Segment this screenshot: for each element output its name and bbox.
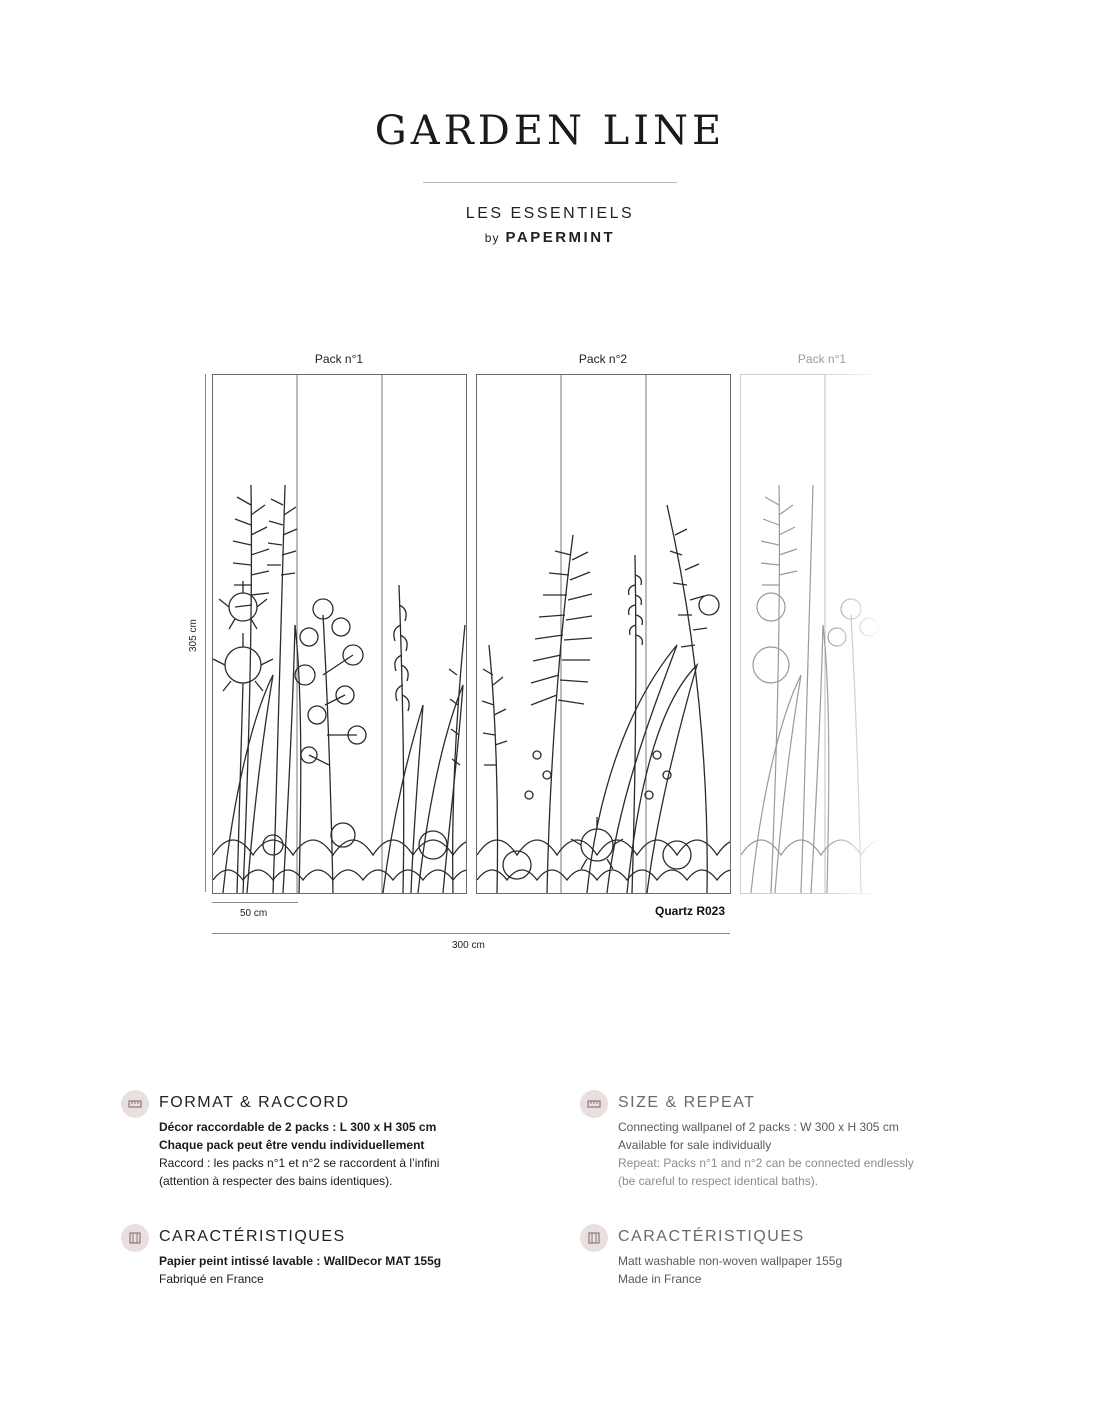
pack-label-1: Pack n°1: [314, 352, 364, 366]
total-width-label: 300 cm: [452, 940, 485, 951]
size-line: (be careful to respect identical baths).: [618, 1174, 819, 1188]
product-reference: Quartz R023: [655, 904, 726, 918]
format-heading: FORMAT & RACCORD: [159, 1094, 350, 1111]
height-dimension-line: [205, 374, 206, 892]
floral-illustration-repeat: [741, 375, 881, 893]
ruler-icon: [121, 1090, 149, 1118]
pack-label-repeat: Pack n°1: [797, 352, 847, 366]
size-repeat-block: [580, 1090, 1000, 1200]
format-line: (attention à respecter des bains identiques).: [159, 1174, 393, 1188]
features-heading: CARACTÉRISTIQUES: [618, 1228, 805, 1245]
format-line: Décor raccordable de 2 packs : L 300 x H 305 cm: [159, 1120, 437, 1134]
features-line: Fabriqué en France: [159, 1272, 264, 1286]
format-line: Chaque pack peut être vendu individuellement: [159, 1138, 425, 1152]
pack-1-panel: [212, 374, 467, 894]
features-fr-block: [121, 1224, 541, 1294]
format-line: Raccord : les packs n°1 et n°2 se raccordent à l’infini: [159, 1156, 440, 1170]
format-raccord-block: [121, 1090, 541, 1200]
title-divider: [423, 182, 677, 183]
pack-label-2: Pack n°2: [578, 352, 628, 366]
pack-2-panel: [476, 374, 731, 894]
page-title: GARDEN LINE: [374, 108, 726, 154]
features-en-block: [580, 1224, 1000, 1294]
size-line: Connecting wallpanel of 2 packs : W 300 x H 305 cm: [618, 1120, 899, 1134]
size-line: Available for sale individually: [618, 1138, 772, 1152]
wallpaper-roll-icon: [580, 1224, 608, 1252]
wallpaper-roll-icon: [121, 1224, 149, 1252]
total-width-line: [212, 933, 730, 934]
pack-1-repeat-panel: [740, 374, 881, 894]
floral-illustration-pack-1: [213, 375, 466, 893]
features-line: Papier peint intissé lavable : WallDecor MAT 155g: [159, 1254, 442, 1268]
ruler-icon: [580, 1090, 608, 1118]
brand-byline: [0, 229, 1100, 246]
strip-width-line: [212, 902, 298, 903]
floral-illustration-pack-2: [477, 375, 730, 893]
features-line: Made in France: [618, 1272, 702, 1286]
by-label: by: [484, 231, 500, 245]
size-heading: SIZE & REPEAT: [618, 1094, 756, 1111]
strip-width-label: 50 cm: [240, 908, 268, 919]
features-heading: CARACTÉRISTIQUES: [159, 1228, 346, 1245]
brand-logo: PAPERMINT: [505, 229, 616, 246]
collection-subtitle: LES ESSENTIELS: [465, 205, 635, 222]
size-line: Repeat: Packs n°1 and n°2 can be connected endlessly: [618, 1156, 914, 1170]
features-line: Matt washable non-woven wallpaper 155g: [618, 1254, 843, 1268]
height-label: 305 cm: [188, 619, 199, 652]
